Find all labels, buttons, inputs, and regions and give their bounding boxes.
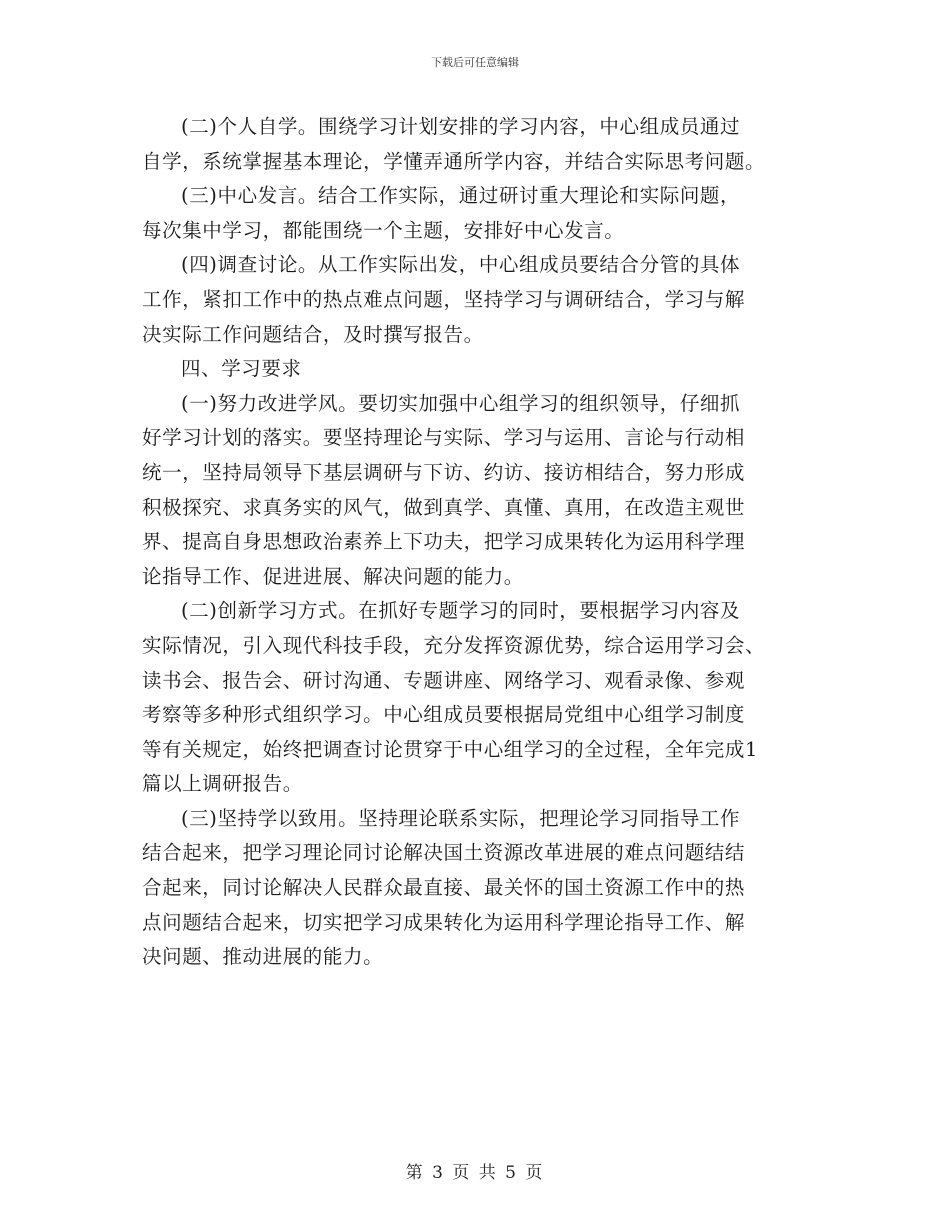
text-line: (三)坚持学以致用。坚持理论联系实际，把理论学习同指导工作: [181, 806, 741, 830]
text-line: 统一，坚持局领导下基层调研与下访、约访、接访相结合，努力形成: [142, 460, 746, 484]
paragraph-center-speech: [142, 179, 806, 248]
page-number: 第 3 页 共 5 页: [405, 1163, 545, 1183]
text-line: 决实际工作问题结合，及时撰写报告。: [142, 322, 484, 346]
text-line: 工作，紧扣工作中的热点难点问题，坚持学习与调研结合，学习与解: [142, 287, 746, 311]
text-line: 四、学习要求: [181, 357, 302, 381]
text-line: (四)调查讨论。从工作实际出发，中心组成员要结合分管的具体: [181, 253, 741, 277]
text-line: (一)努力改进学风。要切实加强中心组学习的组织领导，仔细抓: [181, 391, 741, 415]
paragraph-innovate-study-methods: [142, 594, 806, 802]
text-line: 论指导工作、促进进展、解决问题的能力。: [142, 564, 524, 588]
text-line: 自学，系统掌握基本理论，学懂弄通所学内容，并结合实际思考问题。: [142, 149, 766, 173]
paragraph-improve-study-style: [142, 387, 806, 595]
text-line: 篇以上调研报告。: [142, 772, 303, 796]
text-line: 界、提高自身思想政治素养上下功夫，把学习成果转化为运用科学理: [142, 530, 746, 554]
text-line: 实际情况，引入现代科技手段，充分发挥资源优势，综合运用学习会、: [142, 633, 766, 657]
text-line: 每次集中学习，都能围绕一个主题，安排好中心发言。: [142, 218, 625, 242]
paragraph-personal-study: [142, 110, 806, 179]
text-line: 积极探究、求真务实的风气，做到真学、真懂、真用，在改造主观世: [142, 495, 746, 519]
text-line: (二)创新学习方式。在抓好专题学习的同时，要根据学习内容及: [181, 599, 741, 623]
page-header-note: 下载后可任意编辑: [431, 56, 519, 69]
text-line: 点问题结合起来，切实把学习成果转化为运用科学理论指导工作、解: [142, 910, 746, 934]
paragraph-survey-discussion: [142, 248, 806, 352]
text-line: 结合起来，把学习理论同讨论解决国土资源改革进展的难点问题结结: [142, 841, 746, 865]
paragraph-apply-learning: [142, 802, 806, 975]
section-heading-study-requirements: [142, 352, 806, 387]
text-line: 等有关规定，始终把调查讨论贯穿于中心组学习的全过程，全年完成1: [142, 737, 759, 761]
text-line: (二)个人自学。围绕学习计划安排的学习内容，中心组成员通过: [181, 115, 741, 138]
text-line: 决问题、推动进展的能力。: [142, 945, 384, 969]
text-line: 合起来，同讨论解决人民群众最直接、最关怀的国土资源工作中的热: [142, 876, 746, 900]
text-line: 考察等多种形式组织学习。中心组成员要根据局党组中心组学习制度: [142, 703, 746, 727]
text-line: (三)中心发言。结合工作实际，通过研讨重大理论和实际问题，: [181, 184, 741, 208]
text-line: 好学习计划的落实。要坚持理论与实际、学习与运用、言论与行动相: [142, 426, 746, 450]
text-line: 读书会、报告会、研讨沟通、专题讲座、网络学习、观看录像、参观: [142, 668, 746, 692]
document-body: [142, 110, 806, 975]
